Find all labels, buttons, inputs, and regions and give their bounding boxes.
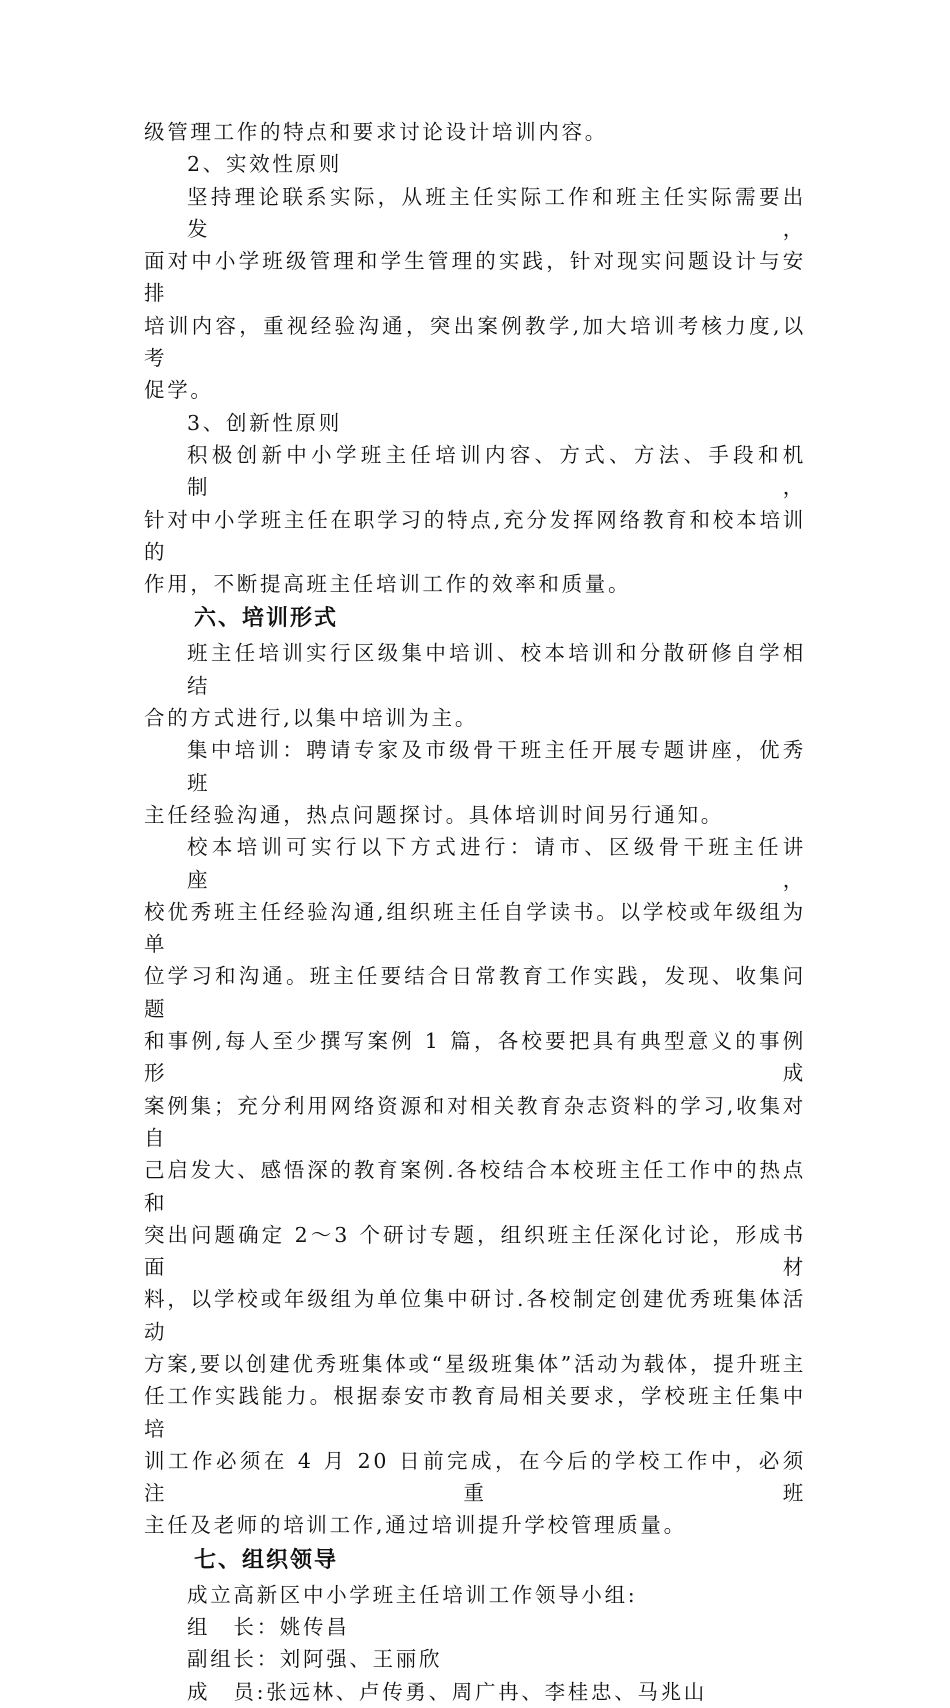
principle-3-title-text: 3、创新性原则 (187, 410, 342, 435)
deputy-text: 副组长：刘阿强、王丽欣 (187, 1647, 443, 1672)
text-line: 位学习和沟通。班主任要结合日常教育工作实践，发现、收集问题 (144, 964, 806, 1021)
leader-text: 组 长：姚传昌 (187, 1615, 350, 1640)
text-line: 突出问题确定 2～3 个研讨专题，组织班主任深化讨论，形成书面材 (144, 1222, 806, 1280)
members-text: 成 员:张远林、卢传勇、周广冉、李桂忠、马兆山 (187, 1679, 708, 1704)
section-6-paragraph-2 (144, 734, 806, 831)
text-line: 和事例,每人至少撰写案例 1 篇，各校要把具有典型意义的事例形成 (144, 1029, 806, 1086)
section-7-intro (144, 1579, 806, 1611)
text-line: 方案,要以创建优秀班集体或“星级班集体”活动为载体，提升班主 (144, 1351, 806, 1376)
text-line: 校优秀班主任经验沟通,组织班主任自学读书。以学校或年级组为单 (144, 899, 806, 957)
continued-paragraph (144, 116, 806, 148)
section-6-paragraph-1 (144, 637, 806, 734)
members-line (144, 1676, 806, 1708)
text-line: 作用，不断提高班主任培训工作的效率和质量。 (144, 572, 632, 597)
text-line: 训工作必须在 4 月 20 日前完成，在今后的学校工作中，必须注重班 (144, 1448, 806, 1506)
text-line: 面对中小学班级管理和学生管理的实践，针对现实问题设计与安排 (144, 249, 806, 306)
text-line: 班主任培训实行区级集中培训、校本培训和分散研修自学相结 (187, 641, 806, 698)
principle-3-title (144, 407, 806, 439)
section-6-paragraph-3 (144, 831, 806, 1542)
document-page (144, 116, 806, 1708)
principle-2-title (144, 148, 806, 180)
text-line: 任工作实践能力。根据泰安市教育局相关要求，学校班主任集中培 (144, 1384, 806, 1441)
text-line: 校本培训可实行以下方式进行：请市、区级骨干班主任讲座， (187, 835, 806, 892)
text-line: 案例集；充分利用网络资源和对相关教育杂志资料的学习,收集对自 (144, 1093, 806, 1150)
text-line: 坚持理论联系实际，从班主任实际工作和班主任实际需要出发， (187, 184, 806, 241)
text-line: 主任经验沟通，热点问题探讨。具体培训时间另行通知。 (144, 802, 724, 827)
principle-2-title-text: 2、实效性原则 (187, 152, 342, 177)
text-line: 培训内容，重视经验沟通，突出案例教学,加大培训考核力度,以考 (144, 313, 806, 371)
principle-3-paragraph (144, 439, 806, 600)
text-line: 积极创新中小学班主任培训内容、方式、方法、手段和机制， (187, 442, 806, 500)
text-line: 集中培训：聘请专家及市级骨干班主任开展专题讲座，优秀班 (187, 738, 806, 795)
text-line: 针对中小学班主任在职学习的特点,充分发挥网络教育和校本培训的 (144, 507, 806, 564)
text-line: 己启发大、感悟深的教育案例.各校结合本校班主任工作中的热点和 (144, 1158, 806, 1215)
text-line: 主任及老师的培训工作,通过培训提升学校管理质量。 (144, 1513, 687, 1538)
text-line: 料，以学校或年级组为单位集中研讨.各校制定创建优秀班集体活动 (144, 1287, 806, 1344)
section-7-heading: 七、组织领导 (194, 1547, 339, 1573)
section-6-heading: 六、培训形式 (194, 606, 339, 632)
deputy-line (144, 1643, 806, 1675)
text-line: 促学。 (144, 378, 214, 403)
text-line: 级管理工作的特点和要求讨论设计培训内容。 (144, 120, 608, 144)
text-line: 合的方式进行,以集中培训为主。 (144, 706, 479, 731)
principle-2-paragraph (144, 181, 806, 407)
section-7-intro-text: 成立高新区中小学班主任培训工作领导小组: (187, 1582, 638, 1607)
leader-line (144, 1611, 806, 1643)
